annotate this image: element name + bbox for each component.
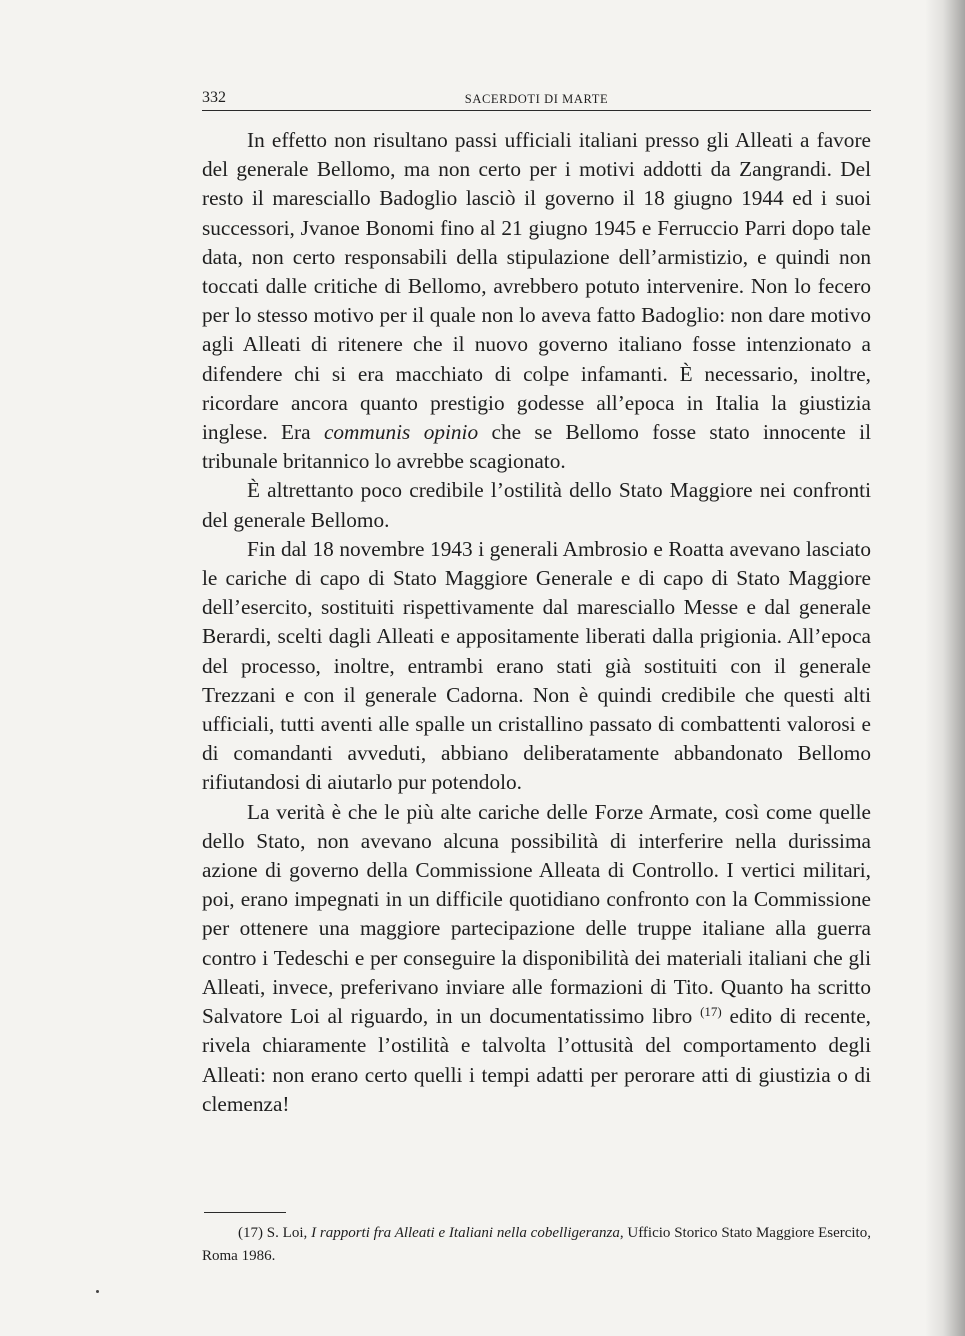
footnote-author: S. Loi, [263, 1225, 312, 1241]
page-number: 332 [202, 89, 226, 106]
page-header [202, 88, 871, 111]
footnote-marker: (17) [238, 1225, 263, 1241]
footnote-title: I rapporti fra Alleati e Italiani nella cobelligeranza [311, 1225, 620, 1241]
running-title: SACERDOTI DI MARTE [464, 92, 609, 106]
paragraph-4-text-a: La verità è che le più alte cariche delle Forze Armate, così come quelle dello Stato, non avevano alcuna possibilità di interferire nella durissima azione di governo della Commissione Alleata di Controllo. I vertici militari, poi, erano impegnati in un difficile quotidiano confronto con la Commissione per ottenere una maggiore partecipazione delle truppe italiane alla guerra contro i Tedeschi e per conseguire la disponibilità dei materiali italiani che gli Alleati, invece, preferivano inviare alle formazioni di Tito. Quanto ha scritto Salvatore Loi al riguardo, in un documentatissimo libro [202, 799, 871, 1029]
paragraph-4 [202, 798, 871, 1119]
footnote-rest: , Ufficio Storico Stato Maggiore Esercito, Roma 1986. [202, 1225, 871, 1264]
page-edge-shadow [925, 0, 965, 1336]
footnote-reference[interactable]: (17) [700, 1004, 722, 1020]
paragraph-1-text-b: che se Bellomo fosse stato innocente il tribunale britannico lo avrebbe scagionato. [202, 420, 871, 474]
scan-speck [96, 1290, 99, 1293]
paragraph-3: Fin dal 18 novembre 1943 i generali Ambrosio e Roatta avevano lasciato le cariche di capo di Stato Maggiore Generale e di capo di Stato Maggiore dell’esercito, sostituiti rispettivamente dal maresciallo Messe e dal generale Berardi, scelti dagli Alleati e appositamente liberati dalla prigionia. All’epoca del processo, inoltre, entrambi erano stati già sostituiti con il generale Trezzani e con il generale Cadorna. Non è quindi credibile che questi alti ufficiali, tutti aventi alle spalle un cristallino passato di combattenti valorosi e di comandanti avveduti, abbiano deliberatamente abbandonato Bellomo rifiutandosi di aiutarlo pur potendolo. [202, 536, 871, 795]
paragraph-1-text-a: In effetto non risultano passi ufficiali italiani presso gli Alleati a favore del generale Bellomo, ma non certo per i motivi addotti da Zangrandi. Del resto il maresciallo Badoglio lasciò il governo il 18 giugno 1944 ed i suoi successori, Jvanoe Bonomi fino al 21 giugno 1945 e Ferruccio Parri dopo tale data, non certo responsabili della stipulazione dell’armistizio, e quindi non toccati dalle critiche di Bellomo, avrebbero potuto intervenire. Non lo fecero per lo stesso motivo per il quale non lo aveva fatto Badoglio: non dare motivo agli Alleati di ritenere che il nuovo governo italiano fosse intenzionato a difendere chi si era macchiato di colpe infamanti. È necessario, inoltre, ricordare ancora quanto prestigio godesse all’epoca in Italia la giustizia inglese. Era [202, 128, 871, 445]
footnote-17 [202, 1222, 871, 1268]
paragraph-2: È altrettanto poco credibile l’ostilità dello Stato Maggiore nei confronti del generale Bellomo. [202, 478, 871, 532]
footnote-divider [204, 1212, 286, 1213]
paragraph-4-text-b: edito di recente, rivela chiaramente l’ostilità e talvolta l’ottusità del comportamento degli Alleati: non erano certo quelli i tempi adatti per perorare atti di giustizia o di clemenza! [202, 1004, 871, 1116]
paragraph-1-italic: communis opinio [323, 420, 479, 445]
body-text [202, 126, 871, 1119]
paragraph-1 [202, 126, 871, 476]
